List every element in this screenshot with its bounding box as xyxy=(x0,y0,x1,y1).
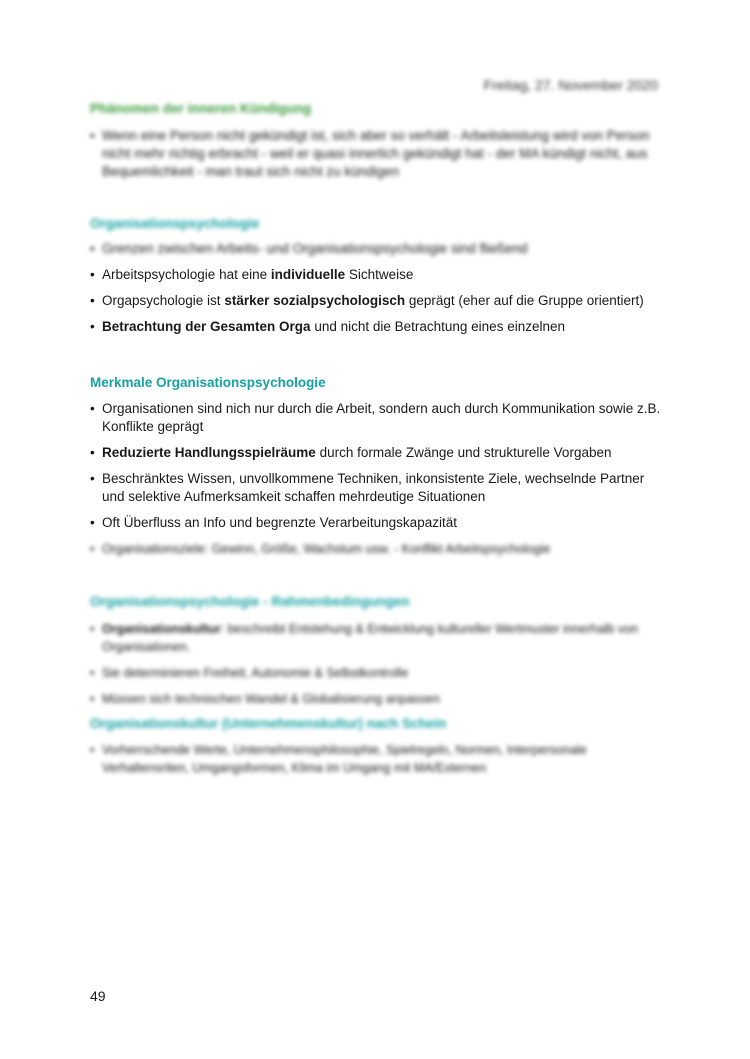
list-item: • Sie determinieren Freiheit, Autonomie & Selbstkontrolle xyxy=(90,664,665,682)
section-list-innere-kuendigung xyxy=(90,127,665,181)
section-heading-merkmale: Merkmale Organisationspsychologie xyxy=(90,375,326,390)
section-list-organisationskultur-schein xyxy=(90,741,665,777)
list-item: • Reduzierte Handlungsspielräume durch formale Zwänge und strukturelle Vorgaben xyxy=(90,444,665,462)
list-item: • Betrachtung der Gesamten Orga und nicht die Betrachtung eines einzelnen xyxy=(90,318,665,336)
list-item: • Arbeitspsychologie hat eine individuelle Sichtweise xyxy=(90,266,665,284)
page-date: Freitag, 27. November 2020 xyxy=(483,77,658,93)
section-heading-rahmenbedingungen: Organisationspsychologie - Rahmenbedingungen xyxy=(90,594,410,609)
section-heading-innere-kuendigung: Phänomen der inneren Kündigung xyxy=(90,101,312,116)
list-item: • Wenn eine Person nicht gekündigt ist, sich aber so verhält - Arbeitsleistung wird von Person nicht mehr richtig erbracht - weil er quasi innerlich gekündigt hat - der MA kündigt nicht, aus Bequemlichkeit - man traut sich nicht zu kündigen xyxy=(90,127,665,181)
page-number: 49 xyxy=(90,988,106,1004)
section-list-organisationspsychologie xyxy=(90,240,665,336)
list-item: • Grenzen zwischen Arbeits- und Organisationspsychologie sind fließend xyxy=(90,240,665,258)
list-item: • Organisationskultur: beschreibt Entstehung & Entwicklung kultureller Wertmuster innerhalb von Organisationen. xyxy=(90,620,665,656)
section-heading-organisationskultur-schein: Organisationskultur (Unternehmenskultur) nach Schein xyxy=(90,716,447,731)
list-item: • Müssen sich technischen Wandel & Globalisierung anpassen xyxy=(90,690,665,708)
list-item: • Vorherrschende Werte, Unternehmensphilosophie, Spielregeln, Normen, Interpersonale Verhaltensriten, Umgangsformen, Klima im Umgang mit MA/Externen xyxy=(90,741,665,777)
list-item: • Organisationsziele: Gewinn, Größe, Wachstum usw. - Konflikt Arbeitspsychologie xyxy=(90,540,665,558)
section-list-rahmenbedingungen xyxy=(90,620,665,708)
list-item: • Organisationen sind nich nur durch die Arbeit, sondern auch durch Kommunikation sowie z.B. Konflikte geprägt xyxy=(90,400,665,436)
list-item: • Beschränktes Wissen, unvollkommene Techniken, inkonsistente Ziele, wechselnde Partner und selektive Aufmerksamkeit schaffen mehrdeutige Situationen xyxy=(90,470,665,506)
section-list-merkmale xyxy=(90,400,665,558)
section-heading-organisationspsychologie: Organisationspsychologie xyxy=(90,216,260,231)
list-item: • Oft Überfluss an Info und begrenzte Verarbeitungskapazität xyxy=(90,514,665,532)
list-item: • Orgapsychologie ist stärker sozialpsychologisch geprägt (eher auf die Gruppe orientiert) xyxy=(90,292,665,310)
